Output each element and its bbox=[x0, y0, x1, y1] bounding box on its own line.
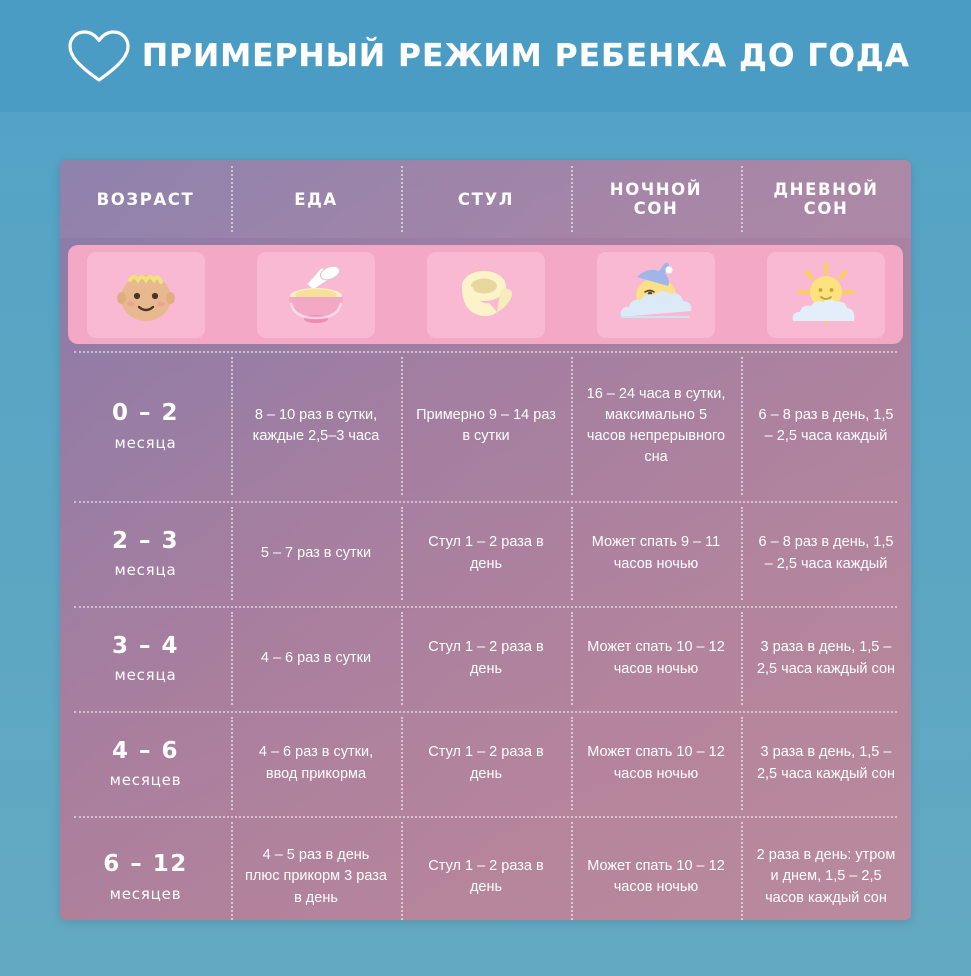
table-row bbox=[60, 501, 911, 606]
icon-cell-stool bbox=[401, 238, 571, 351]
heart-icon bbox=[66, 27, 132, 85]
sleeping-chick-icon bbox=[597, 252, 715, 338]
age-cell bbox=[60, 711, 231, 816]
food-cell: 4 – 5 раз в день плюс прикорм 3 раза в день bbox=[231, 816, 401, 920]
baby-face-icon bbox=[87, 252, 205, 338]
age-number: 0 – 2 bbox=[111, 400, 180, 427]
column-header-night-sleep: НОЧНОЙ СОН bbox=[571, 160, 741, 238]
night-sleep-cell: Может спать 9 – 11 часов ночью bbox=[571, 501, 741, 606]
day-sleep-cell: 6 – 8 раз в день, 1,5 – 2,5 часа каждый bbox=[741, 351, 911, 501]
schedule-table bbox=[60, 160, 911, 920]
table-row bbox=[60, 816, 911, 920]
table-icon-row bbox=[60, 238, 911, 351]
night-sleep-cell: Может спать 10 – 12 часов ночью bbox=[571, 606, 741, 711]
age-number: 6 – 12 bbox=[103, 851, 188, 878]
table-header-row bbox=[60, 160, 911, 238]
column-header-food: ЕДА bbox=[231, 160, 401, 238]
day-sleep-cell: 6 – 8 раз в день, 1,5 – 2,5 часа каждый bbox=[741, 501, 911, 606]
age-number: 4 – 6 bbox=[111, 737, 180, 764]
age-cell bbox=[60, 606, 231, 711]
porridge-bowl-icon bbox=[257, 252, 375, 338]
age-cell bbox=[60, 816, 231, 920]
table-row bbox=[60, 711, 911, 816]
day-sleep-cell: 3 раза в день, 1,5 – 2,5 часа каждый сон bbox=[741, 606, 911, 711]
day-sleep-cell: 3 раза в день, 1,5 – 2,5 часа каждый сон bbox=[741, 711, 911, 816]
food-cell: 4 – 6 раз в сутки bbox=[231, 606, 401, 711]
night-sleep-cell: 16 – 24 часа в сутки, максимально 5 часов непрерывного сна bbox=[571, 351, 741, 501]
age-unit: месяца bbox=[114, 433, 177, 452]
page-title: ПРИМЕРНЫЙ РЕЖИМ РЕБЕНКА ДО ГОДА bbox=[142, 38, 911, 74]
table-row bbox=[60, 606, 911, 711]
stool-cell: Стул 1 – 2 раза в день bbox=[401, 501, 571, 606]
column-header-day-sleep: ДНЕВНОЙ СОН bbox=[741, 160, 911, 238]
column-header-age: ВОЗРАСТ bbox=[96, 189, 195, 209]
table-row bbox=[60, 351, 911, 501]
food-cell: 8 – 10 раз в сутки, каждые 2,5–3 часа bbox=[231, 351, 401, 501]
food-cell: 4 – 6 раз в сутки, ввод прикорма bbox=[231, 711, 401, 816]
age-cell bbox=[60, 501, 231, 606]
sun-cloud-icon bbox=[767, 252, 885, 338]
day-sleep-cell: 2 раза в день: утром и днем, 1,5 – 2,5 часов каждый сон bbox=[741, 816, 911, 920]
night-sleep-cell: Может спать 10 – 12 часов ночью bbox=[571, 816, 741, 920]
age-number: 2 – 3 bbox=[111, 527, 180, 554]
potty-icon bbox=[427, 252, 545, 338]
icon-cell-night-sleep bbox=[571, 238, 741, 351]
age-unit: месяца bbox=[114, 666, 177, 685]
icon-cell-age bbox=[60, 238, 231, 351]
food-cell: 5 – 7 раз в сутки bbox=[231, 501, 401, 606]
age-number: 3 – 4 bbox=[111, 632, 180, 659]
header-bar bbox=[0, 0, 971, 112]
column-header-stool: СТУЛ bbox=[401, 160, 571, 238]
icon-cell-food bbox=[231, 238, 401, 351]
age-unit: месяцев bbox=[109, 771, 182, 790]
stool-cell: Стул 1 – 2 раза в день bbox=[401, 711, 571, 816]
age-unit: месяца bbox=[114, 561, 177, 580]
age-cell bbox=[60, 351, 231, 501]
icon-cell-day-sleep bbox=[741, 238, 911, 351]
night-sleep-cell: Может спать 10 – 12 часов ночью bbox=[571, 711, 741, 816]
stool-cell: Стул 1 – 2 раза в день bbox=[401, 606, 571, 711]
stool-cell: Примерно 9 – 14 раз в сутки bbox=[401, 351, 571, 501]
age-unit: месяцев bbox=[109, 884, 182, 903]
stool-cell: Стул 1 – 2 раза в день bbox=[401, 816, 571, 920]
